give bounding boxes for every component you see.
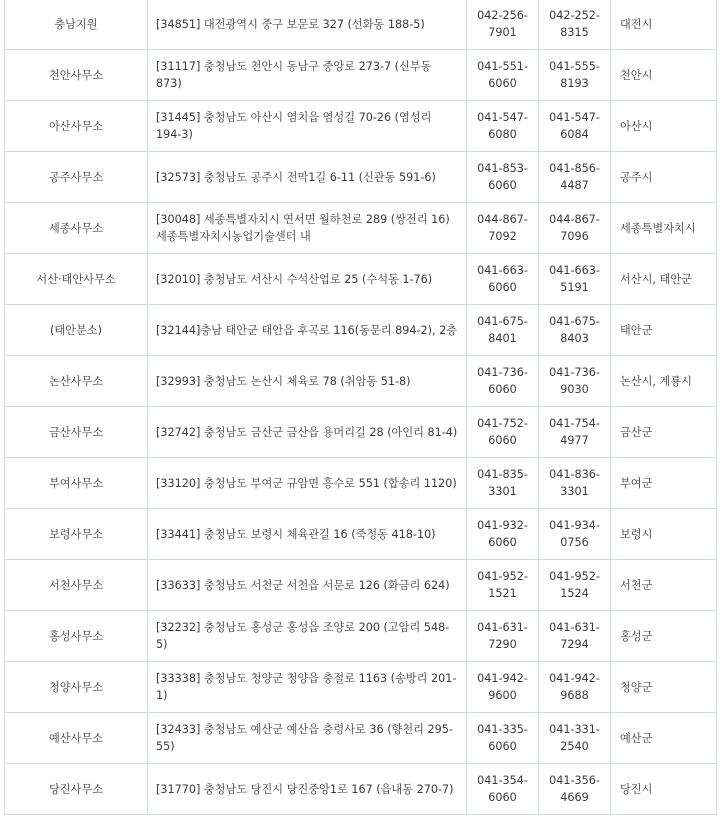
- fax-cell: [539, 764, 611, 815]
- phone-prefix: 041-853-: [477, 162, 528, 175]
- jurisdiction-cell: 공주시: [611, 152, 717, 203]
- phone-suffix: 7092: [488, 230, 517, 243]
- fax-prefix: 041-952-: [549, 570, 600, 583]
- phone-cell: [467, 254, 539, 305]
- table-row: [5, 560, 717, 611]
- fax-cell: [539, 50, 611, 101]
- fax-suffix: 4977: [560, 434, 589, 447]
- fax-cell: [539, 662, 611, 713]
- address-cell: [33338] 충청남도 청양군 청양읍 충절로 1163 (송방리 201-1): [148, 662, 467, 713]
- table-row: [5, 0, 717, 50]
- office-name-cell: 공주사무소: [5, 152, 148, 203]
- table-row: [5, 101, 717, 152]
- phone-cell: [467, 407, 539, 458]
- office-name-cell: 충남지원: [5, 0, 148, 50]
- office-name-cell: 서산·태안사무소: [5, 254, 148, 305]
- phone-prefix: 041-663-: [477, 264, 528, 277]
- fax-prefix: 041-856-: [549, 162, 600, 175]
- phone-prefix: 044-867-: [477, 213, 528, 226]
- office-name-cell: 부여사무소: [5, 458, 148, 509]
- jurisdiction-cell: 부여군: [611, 458, 717, 509]
- fax-cell: [539, 458, 611, 509]
- address-cell: [31117] 충청남도 천안시 동남구 중앙로 273-7 (신부동 873): [148, 50, 467, 101]
- fax-prefix: 041-942-: [549, 672, 600, 685]
- address-cell: [32573] 충청남도 공주시 전막1길 6-11 (신관동 591-6): [148, 152, 467, 203]
- office-name-cell: 보령사무소: [5, 509, 148, 560]
- fax-suffix: 7096: [560, 230, 589, 243]
- fax-prefix: 044-867-: [549, 213, 600, 226]
- phone-suffix: 6060: [488, 383, 517, 396]
- phone-prefix: 041-752-: [477, 417, 528, 430]
- phone-cell: [467, 509, 539, 560]
- address-cell: [33441] 충청남도 보령시 체육관길 16 (죽정동 418-10): [148, 509, 467, 560]
- table-row: [5, 152, 717, 203]
- jurisdiction-cell: 홍성군: [611, 611, 717, 662]
- table-row: [5, 254, 717, 305]
- phone-prefix: 041-547-: [477, 111, 528, 124]
- jurisdiction-cell: 청양군: [611, 662, 717, 713]
- address-cell: [32010] 충청남도 서산시 수석산업로 25 (수석동 1-76): [148, 254, 467, 305]
- jurisdiction-cell: 금산군: [611, 407, 717, 458]
- phone-suffix: 8401: [488, 332, 517, 345]
- address-cell: [31445] 충청남도 아산시 염치읍 염성길 70-26 (염성리 194-3): [148, 101, 467, 152]
- phone-suffix: 9600: [488, 689, 517, 702]
- table-row: [5, 662, 717, 713]
- office-name-cell: 당진사무소: [5, 764, 148, 815]
- fax-prefix: 041-736-: [549, 366, 600, 379]
- address-cell: [32993] 충청남도 논산시 체육로 78 (취암동 51-8): [148, 356, 467, 407]
- phone-suffix: 6080: [488, 128, 517, 141]
- fax-cell: [539, 611, 611, 662]
- phone-cell: [467, 305, 539, 356]
- table-row: [5, 509, 717, 560]
- phone-suffix: 3301: [488, 485, 517, 498]
- phone-suffix: 7901: [488, 26, 517, 39]
- office-name-cell: 금산사무소: [5, 407, 148, 458]
- fax-suffix: 8193: [560, 77, 589, 90]
- office-table-body: [5, 0, 717, 815]
- phone-cell: [467, 713, 539, 764]
- office-table: [4, 0, 717, 815]
- jurisdiction-cell: 서산시, 태안군: [611, 254, 717, 305]
- table-row: [5, 50, 717, 101]
- fax-prefix: 041-631-: [549, 621, 600, 634]
- fax-cell: [539, 713, 611, 764]
- phone-cell: [467, 764, 539, 815]
- office-name-cell: 예산사무소: [5, 713, 148, 764]
- jurisdiction-cell: 논산시, 계룡시: [611, 356, 717, 407]
- fax-suffix: 9030: [560, 383, 589, 396]
- fax-suffix: 0756: [560, 536, 589, 549]
- table-row: [5, 356, 717, 407]
- phone-suffix: 6060: [488, 791, 517, 804]
- fax-cell: [539, 305, 611, 356]
- fax-cell: [539, 509, 611, 560]
- office-name-cell: 청양사무소: [5, 662, 148, 713]
- jurisdiction-cell: 당진시: [611, 764, 717, 815]
- jurisdiction-cell: 천안시: [611, 50, 717, 101]
- office-name-cell: 천안사무소: [5, 50, 148, 101]
- jurisdiction-cell: 예산군: [611, 713, 717, 764]
- table-row: [5, 713, 717, 764]
- phone-prefix: 041-952-: [477, 570, 528, 583]
- fax-prefix: 041-663-: [549, 264, 600, 277]
- jurisdiction-cell: 태안군: [611, 305, 717, 356]
- address-cell: [33633] 충청남도 서천군 서천읍 서문로 126 (화금리 624): [148, 560, 467, 611]
- phone-cell: [467, 203, 539, 254]
- phone-prefix: 041-335-: [477, 723, 528, 736]
- office-name-cell: 세종사무소: [5, 203, 148, 254]
- phone-prefix: 041-675-: [477, 315, 528, 328]
- fax-suffix: 3301: [560, 485, 589, 498]
- phone-cell: [467, 662, 539, 713]
- fax-suffix: 6084: [560, 128, 589, 141]
- fax-prefix: 041-547-: [549, 111, 600, 124]
- fax-prefix: 041-675-: [549, 315, 600, 328]
- fax-suffix: 7294: [560, 638, 589, 651]
- fax-prefix: 041-754-: [549, 417, 600, 430]
- phone-prefix: 041-835-: [477, 468, 528, 481]
- fax-suffix: 5191: [560, 281, 589, 294]
- table-row: [5, 203, 717, 254]
- address-cell: [34851] 대전광역시 중구 보문로 327 (선화동 188-5): [148, 0, 467, 50]
- table-row: [5, 764, 717, 815]
- fax-cell: [539, 0, 611, 50]
- phone-suffix: 6060: [488, 77, 517, 90]
- phone-prefix: 041-736-: [477, 366, 528, 379]
- phone-prefix: 041-942-: [477, 672, 528, 685]
- fax-suffix: 1524: [560, 587, 589, 600]
- phone-prefix: 041-551-: [477, 60, 528, 73]
- phone-cell: [467, 50, 539, 101]
- table-row: [5, 305, 717, 356]
- phone-suffix: 6060: [488, 281, 517, 294]
- phone-suffix: 1521: [488, 587, 517, 600]
- address-cell: [32433] 충청남도 예산군 예산읍 충령사로 36 (향천리 295-55): [148, 713, 467, 764]
- phone-cell: [467, 356, 539, 407]
- office-name-cell: 논산사무소: [5, 356, 148, 407]
- phone-suffix: 6060: [488, 740, 517, 753]
- phone-cell: [467, 458, 539, 509]
- fax-prefix: 041-356-: [549, 774, 600, 787]
- jurisdiction-cell: 대전시: [611, 0, 717, 50]
- address-cell: [33120] 충청남도 부여군 규암면 흥수로 551 (합송리 1120): [148, 458, 467, 509]
- fax-suffix: 4487: [560, 179, 589, 192]
- fax-cell: [539, 101, 611, 152]
- office-name-cell: (태안분소): [5, 305, 148, 356]
- fax-suffix: 2540: [560, 740, 589, 753]
- office-name-cell: 홍성사무소: [5, 611, 148, 662]
- phone-suffix: 7290: [488, 638, 517, 651]
- office-name-cell: 서천사무소: [5, 560, 148, 611]
- fax-cell: [539, 254, 611, 305]
- fax-cell: [539, 407, 611, 458]
- fax-cell: [539, 356, 611, 407]
- jurisdiction-cell: 아산시: [611, 101, 717, 152]
- phone-cell: [467, 0, 539, 50]
- phone-prefix: 041-932-: [477, 519, 528, 532]
- fax-prefix: 041-331-: [549, 723, 600, 736]
- phone-suffix: 6060: [488, 536, 517, 549]
- table-row: [5, 611, 717, 662]
- jurisdiction-cell: 세종특별자치시: [611, 203, 717, 254]
- fax-prefix: 041-934-: [549, 519, 600, 532]
- phone-cell: [467, 152, 539, 203]
- phone-suffix: 6060: [488, 434, 517, 447]
- fax-suffix: 8403: [560, 332, 589, 345]
- phone-prefix: 042-256-: [477, 9, 528, 22]
- jurisdiction-cell: 서천군: [611, 560, 717, 611]
- fax-suffix: 9688: [560, 689, 589, 702]
- address-cell: [31770] 충청남도 당진시 당진중앙1로 167 (읍내동 270-7): [148, 764, 467, 815]
- address-cell: [30048] 세종특별자치시 연서면 월하천로 289 (쌍전리 16) 세종특별자치시농업기술센터 내: [148, 203, 467, 254]
- phone-prefix: 041-631-: [477, 621, 528, 634]
- fax-cell: [539, 152, 611, 203]
- phone-cell: [467, 560, 539, 611]
- phone-prefix: 041-354-: [477, 774, 528, 787]
- phone-suffix: 6060: [488, 179, 517, 192]
- phone-cell: [467, 611, 539, 662]
- table-row: [5, 407, 717, 458]
- fax-cell: [539, 203, 611, 254]
- address-cell: [32232] 충청남도 홍성군 홍성읍 조양로 200 (고암리 548-5): [148, 611, 467, 662]
- fax-prefix: 041-836-: [549, 468, 600, 481]
- phone-cell: [467, 101, 539, 152]
- office-name-cell: 아산사무소: [5, 101, 148, 152]
- address-cell: [32742] 충청남도 금산군 금산읍 용머리길 28 (아인리 81-4): [148, 407, 467, 458]
- jurisdiction-cell: 보령시: [611, 509, 717, 560]
- fax-prefix: 042-252-: [549, 9, 600, 22]
- fax-cell: [539, 560, 611, 611]
- address-cell: [32144]충남 태안군 태안읍 후곡로 116(동문리 894-2), 2층: [148, 305, 467, 356]
- fax-suffix: 8315: [560, 26, 589, 39]
- fax-suffix: 4669: [560, 791, 589, 804]
- fax-prefix: 041-555-: [549, 60, 600, 73]
- table-row: [5, 458, 717, 509]
